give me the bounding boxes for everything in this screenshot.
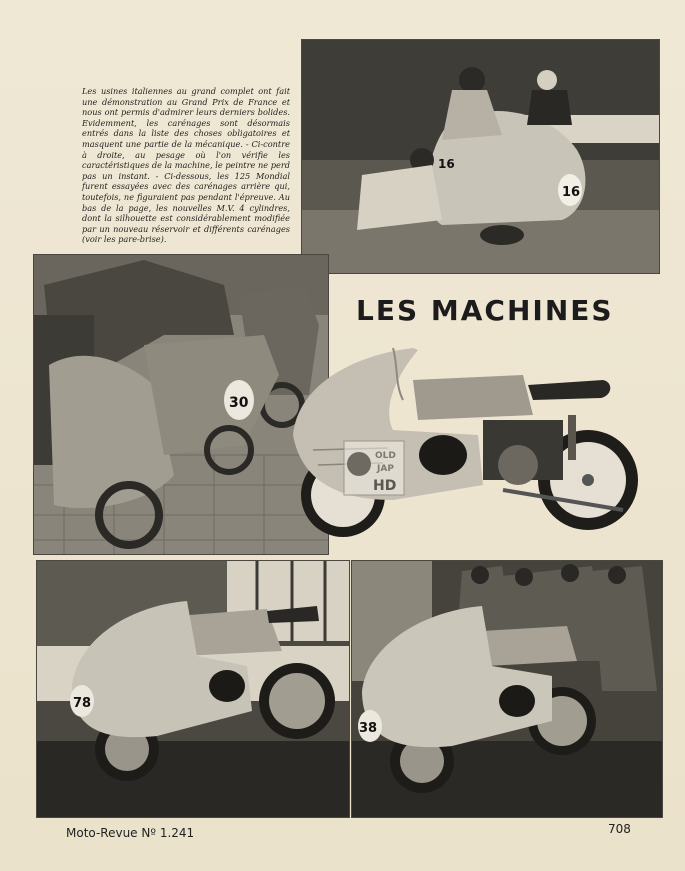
photo-weigh-in [301, 39, 660, 274]
svg-text:JAP: JAP [377, 464, 394, 474]
race-number-38: 38 [359, 721, 378, 736]
race-number-78: 78 [73, 696, 92, 711]
svg-text:OLD: OLD [375, 451, 396, 461]
page-title: LES MACHINES [356, 294, 614, 327]
page-number: 708 [608, 822, 631, 836]
race-number-16b: 16 [562, 185, 581, 200]
svg-text:HD: HD [373, 478, 397, 494]
article-caption: Les usines italiennes au grand complet ont fait une démonstration au Grand Prix de France et nous ont permis d'admirer leurs derniers bolides. Evidemment, les carénages sont désormais entrés dans la liste des choses obligatoires et masquent une partie de la mécanique. - Ci-contre à droite, au pesage où l'on vérifie les caractéristiques de la machine, le peintre ne perd pas un instant. - Ci-dessous, les 125 Mondial furent essayées avec des carénages arrière qui, toutefois, ne figuraient pas pendant l'épreuve. Au bas de la page, les nouvelles M.V. 4 cylindres, dont la silhouette est considérablement modifiée par un nouveau réservoir et différents carénages (voir les pare-brise). [82, 86, 290, 245]
photo-mv-4-right [351, 560, 663, 818]
race-number-16a: 16 [438, 157, 455, 171]
publication-footer: Moto-Revue Nº 1.241 [66, 826, 195, 840]
photo-mv-cutout [283, 340, 641, 542]
watermark-logo [343, 440, 405, 496]
race-number-30: 30 [229, 395, 249, 411]
photo-mv-4-left [36, 560, 350, 818]
